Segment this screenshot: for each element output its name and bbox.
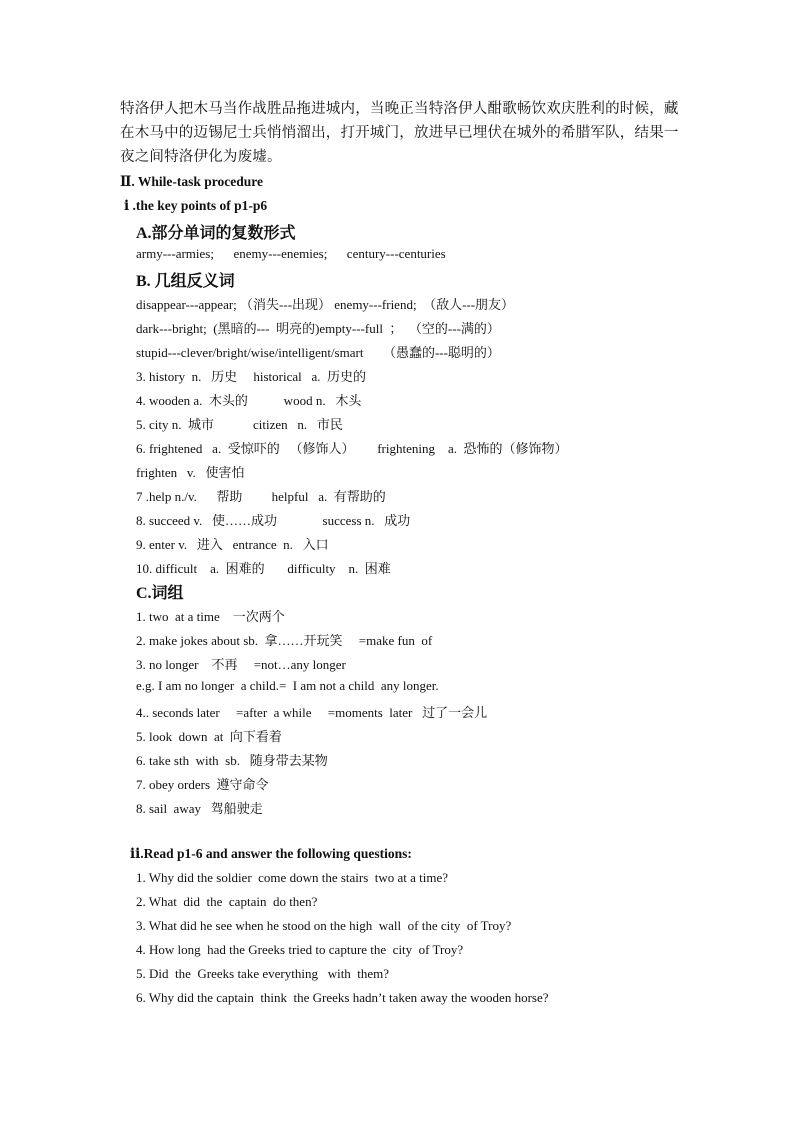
word-pair-line: 10. difficult a. 困难的 difficulty n. 困难 <box>136 561 391 576</box>
phrase-line: 2. make jokes about sb. 拿……开玩笑 =make fun of <box>136 633 433 648</box>
question-line: 1. Why did the soldier come down the stairs two at a time? <box>136 870 449 885</box>
word-pair-line: dark---bright; (黑暗的--- 明亮的)empty---full ； （空的---满的） <box>136 321 500 336</box>
word-pair-line: disappear---appear; （消失---出现） enemy---friend; （敌人---朋友） <box>136 297 515 312</box>
question-line: 6. Why did the captain think the Greeks hadn’t taken away the wooden horse? <box>136 990 549 1005</box>
subheading-a: A.部分单词的复数形式 <box>136 225 296 242</box>
phrase-line: e.g. I am no longer a child.= I am not a child any longer. <box>136 678 439 693</box>
plural-forms-line: army---armies; enemy---enemies; century---centuries <box>136 246 446 261</box>
subheading-c: C.词组 <box>136 585 184 602</box>
question-line: 4. How long had the Greeks tried to capture the city of Troy? <box>136 942 464 957</box>
word-pair-line: 3. history n. 历史 historical a. 历史的 <box>136 369 367 384</box>
question-line: 3. What did he see when he stood on the high wall of the city of Troy? <box>136 918 512 933</box>
word-pair-line: stupid---clever/bright/wise/intelligent/smart （愚蠢的---聪明的） <box>136 345 500 360</box>
phrase-line: 8. sail away 驾船驶走 <box>136 801 263 816</box>
phrase-line: 6. take sth with sb. 随身带去某物 <box>136 753 328 768</box>
phrase-line: 1. two at a time 一次两个 <box>136 609 285 624</box>
word-pair-line: 7 .help n./v. 帮助 helpful a. 有帮助的 <box>136 489 386 504</box>
phrase-line: 7. obey orders 遵守命令 <box>136 777 269 792</box>
phrase-line: 4.. seconds later =after a while =moments later 过了一会儿 <box>136 705 488 720</box>
phrase-line: 3. no longer 不再 =not…any longer <box>136 657 346 672</box>
phrase-line: 5. look down at 向下看着 <box>136 729 282 744</box>
word-pair-line: 5. city n. 城市 citizen n. 市民 <box>136 417 343 432</box>
part-ii-heading: ⅱ.Read p1-6 and answer the following questions: <box>130 846 412 861</box>
word-pair-line: 4. wooden a. 木头的 wood n. 木头 <box>136 393 362 408</box>
question-line: 5. Did the Greeks take everything with them? <box>136 966 390 981</box>
word-pair-line: frighten v. 使害怕 <box>136 465 245 480</box>
subheading-b: B. 几组反义词 <box>136 273 235 290</box>
word-pair-line: 6. frightened a. 受惊吓的 （修饰人） frightening a. 恐怖的（修饰物） <box>136 441 568 456</box>
word-pair-line: 8. succeed v. 使……成功 success n. 成功 <box>136 513 411 528</box>
word-pair-line: 9. enter v. 进入 entrance n. 入口 <box>136 537 329 552</box>
intro-paragraph: 特洛伊人把木马当作战胜品拖进城内，当晚正当特洛伊人酣歌畅饮欢庆胜利的时候，藏在木马中的迈锡尼士兵悄悄溜出，打开城门，放进早已埋伏在城外的希腊军队，结果一夜之间特洛伊化为废墟。 <box>120 101 679 165</box>
part-i-heading: ⅰ .the key points of p1-p6 <box>124 198 268 213</box>
question-line: 2. What did the captain do then? <box>136 894 318 909</box>
section-heading-while-task: Ⅱ. While-task procedure <box>120 174 264 189</box>
